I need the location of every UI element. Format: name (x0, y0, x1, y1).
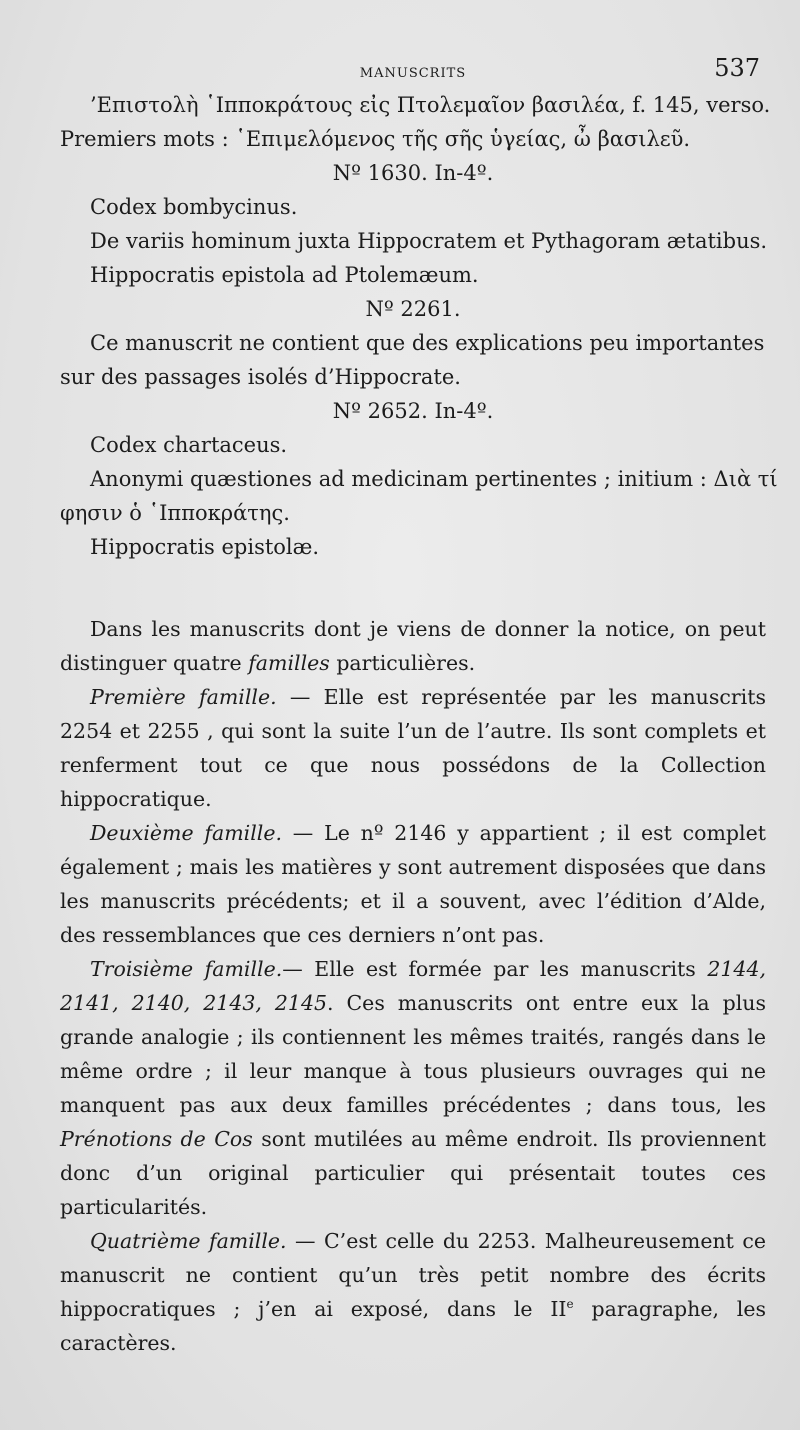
greek-title-line: ’Επιστολὴ ῾Ιπποκράτους εἰς Πτολεμαῖον βασιλέα, f. 145, verso. (90, 93, 771, 117)
ms-2261-heading: Nº 2261. (365, 297, 461, 321)
family-4-superscript: e (566, 1297, 574, 1312)
ms-2652-item-1-line-2: φησιν ὁ ῾Ιπποκράτης. (60, 501, 290, 525)
section-gap (60, 564, 766, 612)
family-4-text-b: paragraphe, les caractères. (60, 1297, 766, 1355)
ms-2261-desc-1: Ce manuscrit ne contient que des explications peu importantes (90, 331, 765, 355)
ms-1630-item-1: De variis hominum juxta Hippocratem et Pythagoram ætatibus. (90, 229, 768, 253)
running-head: MANUSCRITS (359, 66, 467, 81)
ms-1630-item-2: Hippocratis epistola ad Ptolemæum. (90, 263, 479, 287)
ms-2652-item-2: Hippocratis epistolæ. (90, 535, 320, 559)
page-header (60, 52, 766, 88)
family-4-title: Quatrième famille. (90, 1229, 287, 1253)
family-2-text: — Le nº 2146 y appartient ; il est complet également ; mais les matières y sont autrement disposées que dans les manuscrits précédents; et il a souvent, avec l’édition d’Alde, des ressemblances que ces derniers n’ont pas. (60, 821, 766, 947)
family-3-emphasis: Prénotions de Cos (60, 1127, 253, 1151)
ms-2652-heading: Nº 2652. In-4º. (332, 399, 494, 423)
family-3-text-c: sont mutilées au même endroit. Ils proviennent donc d’un original particulier qui présentait toutes ces particularités. (60, 1127, 766, 1219)
family-4-paragraph (60, 1224, 766, 1360)
ms-2261-desc-2: sur des passages isolés d’Hippocrate. (60, 365, 461, 389)
intro-text-end: particulières. (329, 651, 476, 675)
ms-2652-item-1-line-1: Anonymi quæstiones ad medicinam pertinentes ; initium : Διὰ τί (90, 467, 778, 491)
discussion-text (60, 612, 766, 1360)
family-3-text-a: — Elle est formée par les manuscrits (282, 957, 708, 981)
ms-2652-codex: Codex chartaceus. (90, 433, 288, 457)
intro-emphasis: familles (248, 651, 330, 675)
family-3-text-b: . Ces manuscrits ont entre eux la plus grande analogie ; ils contiennent les mêmes traités, rangés dans le même ordre ; il leur manque à tous plusieurs ouvrages qui ne manquent pas aux deux familles précédentes ; dans tous, les (60, 991, 766, 1117)
family-1-text: — Elle est représentée par les manuscrits 2254 et 2255 , qui sont la suite l’un de l’autre. Ils sont complets et renferment tout ce que nous possédons de la Collection hippocratique. (60, 685, 766, 811)
family-2-title: Deuxième famille. (90, 821, 282, 845)
ms-1630-heading: Nº 1630. In-4º. (332, 161, 494, 185)
first-words-line: Premiers mots : ῾Επιμελόμενος τῆς σῆς ὑγείας, ὦ βασιλεῦ. (60, 127, 691, 151)
family-3-paragraph (60, 952, 766, 1224)
family-3-numbers: 2144, 2141, 2140, 2143, 2145 (60, 957, 767, 1015)
intro-paragraph (60, 612, 766, 680)
family-1-title: Première famille. (90, 685, 277, 709)
manuscript-list (60, 88, 778, 564)
intro-text: Dans les manuscrits dont je viens de donner la notice, on peut distinguer quatre (60, 617, 766, 675)
family-1-paragraph (60, 680, 766, 816)
page-number: 537 (714, 54, 760, 82)
family-2-paragraph (60, 816, 766, 952)
family-3-title: Troisième famille. (90, 957, 283, 981)
ms-1630-codex: Codex bombycinus. (90, 195, 298, 219)
family-4-text-a: — C’est celle du 2253. Malheureusement ce manuscrit ne contient qu’un très petit nombre des écrits hippocratiques ; j’en ai exposé, dans le II (60, 1229, 766, 1321)
